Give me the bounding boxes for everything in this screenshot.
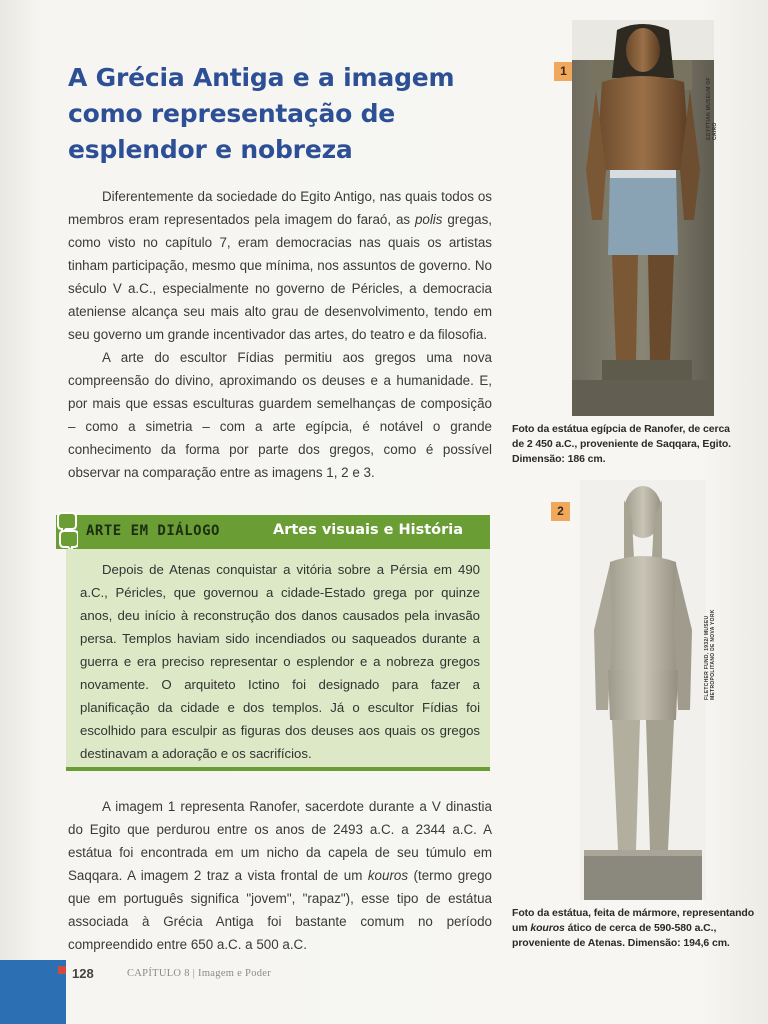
figure-1-caption: Foto da estátua egípcia de Ranofer, de cerca de 2 450 a.C., proveniente de Saqqara, Egito. Dimensão: 186 cm. [512, 423, 731, 465]
figure-2-caption-start: Foto da estátua, feita de mármore, representando um [512, 907, 755, 934]
page-title [68, 60, 528, 168]
closing-text [68, 795, 492, 956]
figure-1-photo [572, 20, 714, 416]
intro-p1-start: Diferentemente da sociedade do Egito Antigo, nas quais todos os membros eram representados pela imagem do faraó, as [68, 189, 492, 227]
footer-color-block [0, 960, 66, 1024]
intro-p1-polis: polis [414, 212, 443, 227]
figure-1-number: 1 [554, 62, 573, 81]
title-line-2: como representação de [68, 99, 396, 128]
dialog-paragraph: Depois de Atenas conquistar a vitória sobre a Pérsia em 490 a.C., Péricles, que governou a cidade-Estado grega por quinze anos, deu início à reconstrução dos danos causados pela invasão persa. Templos haviam sido incendiados ou saqueados durante a guerra e era preciso representar o esplendor e a nobreza gregos novamente. O arquiteto Ictino foi designado para fazer a planificação da cidade e dos templos. Já o escultor Fídias foi escolhido para esculpir as figuras dos deuses aos quais os gregos destinavam a adoração e os sacrifícios. [80, 562, 480, 761]
ranofer-statue-image [572, 20, 714, 416]
intro-p1-end: gregas, como visto no capítulo 7, eram democracias nas quais os artistas tinham participação, mesmo que mínima, nos assuntos de governo. No século V a.C., especialmente no governo de Péricles, a democracia ateniense alcança seu mais alto grau de desenvolvimento, tendo em seu governo um grande incentivador das artes, do teatro e da filosofia. [68, 212, 492, 342]
figure-1-credit: EGYPTIAN MUSEUM OF CAIRO [706, 77, 718, 140]
dialog-bubbles-icon [56, 511, 78, 553]
intro-paragraph-2: A arte do escultor Fídias permitiu aos gregos uma nova compreensão do divino, aproximando os deuses e a humanidade. E, por mais que essas esculturas guardem semelhanças de composição – como a simetria – com a arte egípcia, é notável o grande conhecimento da forma por parte dos gregos, como é possível observar na comparação entre as imagens 1, 2 e 3. [68, 350, 492, 480]
dialog-subtitle: Artes visuais e História [273, 522, 464, 538]
closing-kouros: kouros [367, 868, 409, 883]
closing-paragraph [68, 795, 492, 956]
figure-2-number: 2 [551, 502, 570, 521]
figure-2-credit: FLETCHER FUND, 1932/ MUSEU METROPOLITANO DE NOVA YORK [704, 609, 716, 700]
dialog-tag: ARTE EM DIÁLOGO [86, 523, 220, 539]
closing-end: (termo grego que em português significa "jovem", "rapaz"), esse tipo de estátua associada à Grécia Antiga foi bastante comum no período compreendido entre 650 a.C. a 500 a.C. [68, 868, 492, 952]
title-line-3: esplendor e nobreza [68, 135, 353, 164]
closing-start: A imagem 1 representa Ranofer, sacerdote durante a V dinastia do Egito que perdurou entre os anos de 2493 a.C. a 2344 a.C. A estátua foi encontrada em um nicho da capela de seu túmulo em Saqqara. A imagem 2 traz a vista frontal de um [68, 799, 492, 883]
title-line-1: A Grécia Antiga e a imagem [68, 63, 455, 92]
kouros-statue-image [580, 480, 706, 900]
intro-paragraph-1 [68, 185, 492, 346]
figure-2-photo [580, 480, 706, 900]
figure-2-caption-kouros: kouros [530, 922, 565, 934]
arte-em-dialogo-header [56, 515, 490, 549]
page-number: 128 [72, 966, 94, 981]
figure-2-caption [512, 906, 760, 951]
dialog-text [80, 558, 480, 765]
chapter-running-head: CAPÍTULO 8 | Imagem e Poder [127, 968, 272, 979]
figure-2-caption-end: ático de cerca de 590-580 a.C., proveniente de Atenas. Dimensão: 194,6 cm. [512, 922, 730, 949]
intro-text [68, 185, 492, 484]
